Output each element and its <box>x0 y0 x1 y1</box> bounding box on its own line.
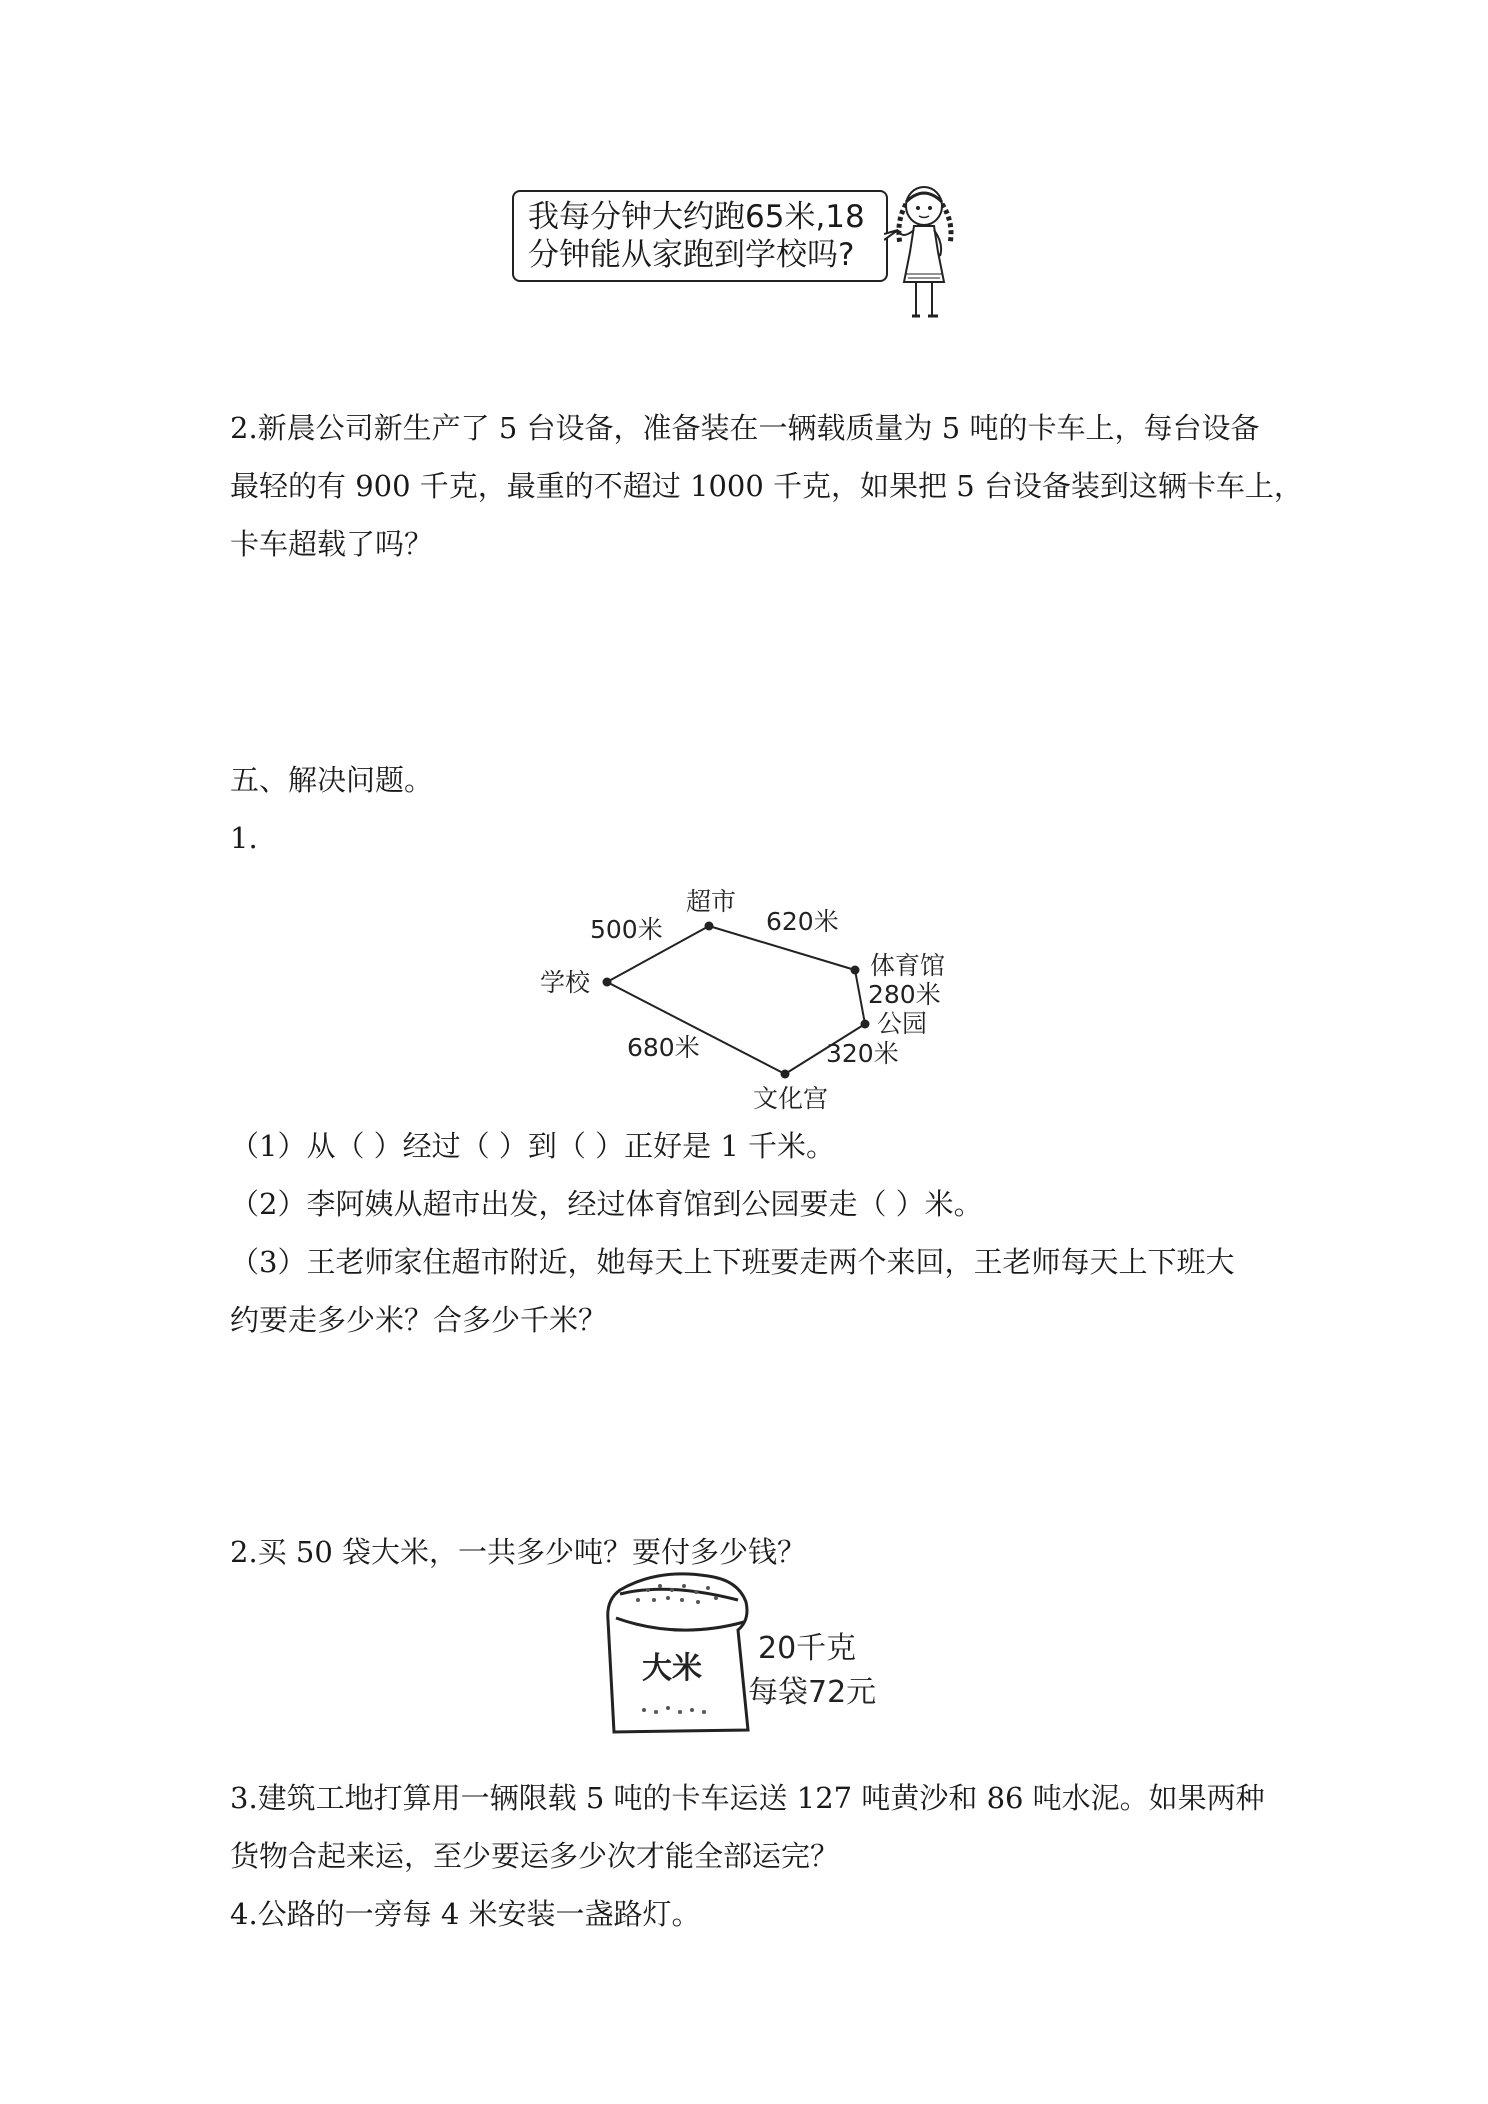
girl-illustration <box>884 182 974 327</box>
dist-supermarket-gym: 620米 <box>766 907 839 936</box>
label-school: 学校 <box>540 968 591 997</box>
rice-weight: 20千克 <box>758 1631 857 1666</box>
speech-line-1: 我每分钟大约跑65米,18 <box>528 199 865 235</box>
label-gym: 体育馆 <box>870 951 946 980</box>
s5-q4: 4.公路的一旁每 4 米安装一盏路灯。 <box>230 1897 701 1931</box>
node-gym <box>851 966 860 975</box>
s5-q2: 2.买 50 袋大米，一共多少吨？要付多少钱？ <box>230 1535 807 1569</box>
s5-q1-label: 1. <box>230 821 258 855</box>
route-map <box>520 880 980 1110</box>
speech-bubble <box>512 190 888 282</box>
rice-price: 每袋72元 <box>748 1675 877 1710</box>
s5-q3-line-2: 货物合起来运，至少要运多少次才能全部运完？ <box>230 1839 840 1873</box>
dist-park-culture: 320米 <box>826 1039 899 1068</box>
label-culture-palace: 文化宫 <box>753 1084 829 1110</box>
s5-q1-sub2: （2）李阿姨从超市出发，经过体育馆到公园要走（ ）米。 <box>230 1187 983 1221</box>
node-culture-palace <box>781 1070 790 1079</box>
s5-q1-sub3-line-1: （3）王老师家住超市附近，她每天上下班要走两个来回，王老师每天上下班大 <box>230 1245 1235 1279</box>
s5-q1-sub3-line-2: 约要走多少米？合多少千米？ <box>230 1303 608 1337</box>
bag-label: 大米 <box>642 1651 702 1686</box>
s4-q2-line-2: 最轻的有 900 千克，最重的不超过 1000 千克，如果把 5 台设备装到这辆卡车上， <box>230 469 1303 503</box>
s5-q3-line-1: 3.建筑工地打算用一辆限载 5 吨的卡车运送 127 吨黄沙和 86 吨水泥。如果两种 <box>230 1781 1265 1815</box>
dist-school-supermarket: 500米 <box>590 915 663 944</box>
node-supermarket <box>705 922 714 931</box>
node-school <box>603 978 612 987</box>
road-gym-park <box>855 970 865 1024</box>
speech-line-2: 分钟能从家跑到学校吗? <box>528 237 855 273</box>
dist-school-culture: 680米 <box>627 1033 700 1062</box>
s4-q2-line-3: 卡车超载了吗？ <box>230 527 434 561</box>
section-5-heading: 五、解决问题。 <box>230 763 434 797</box>
s5-q1-sub1: （1）从（ ）经过（ ）到（ ）正好是 1 千米。 <box>230 1129 835 1163</box>
dist-gym-park: 280米 <box>868 980 941 1009</box>
node-park <box>861 1020 870 1029</box>
rice-bag-illustration <box>598 1560 898 1740</box>
label-supermarket: 超市 <box>686 887 737 916</box>
s4-q2-line-1: 2.新晨公司新生产了 5 台设备，准备装在一辆载质量为 5 吨的卡车上，每台设备 <box>230 411 1260 445</box>
label-park: 公园 <box>877 1009 928 1038</box>
